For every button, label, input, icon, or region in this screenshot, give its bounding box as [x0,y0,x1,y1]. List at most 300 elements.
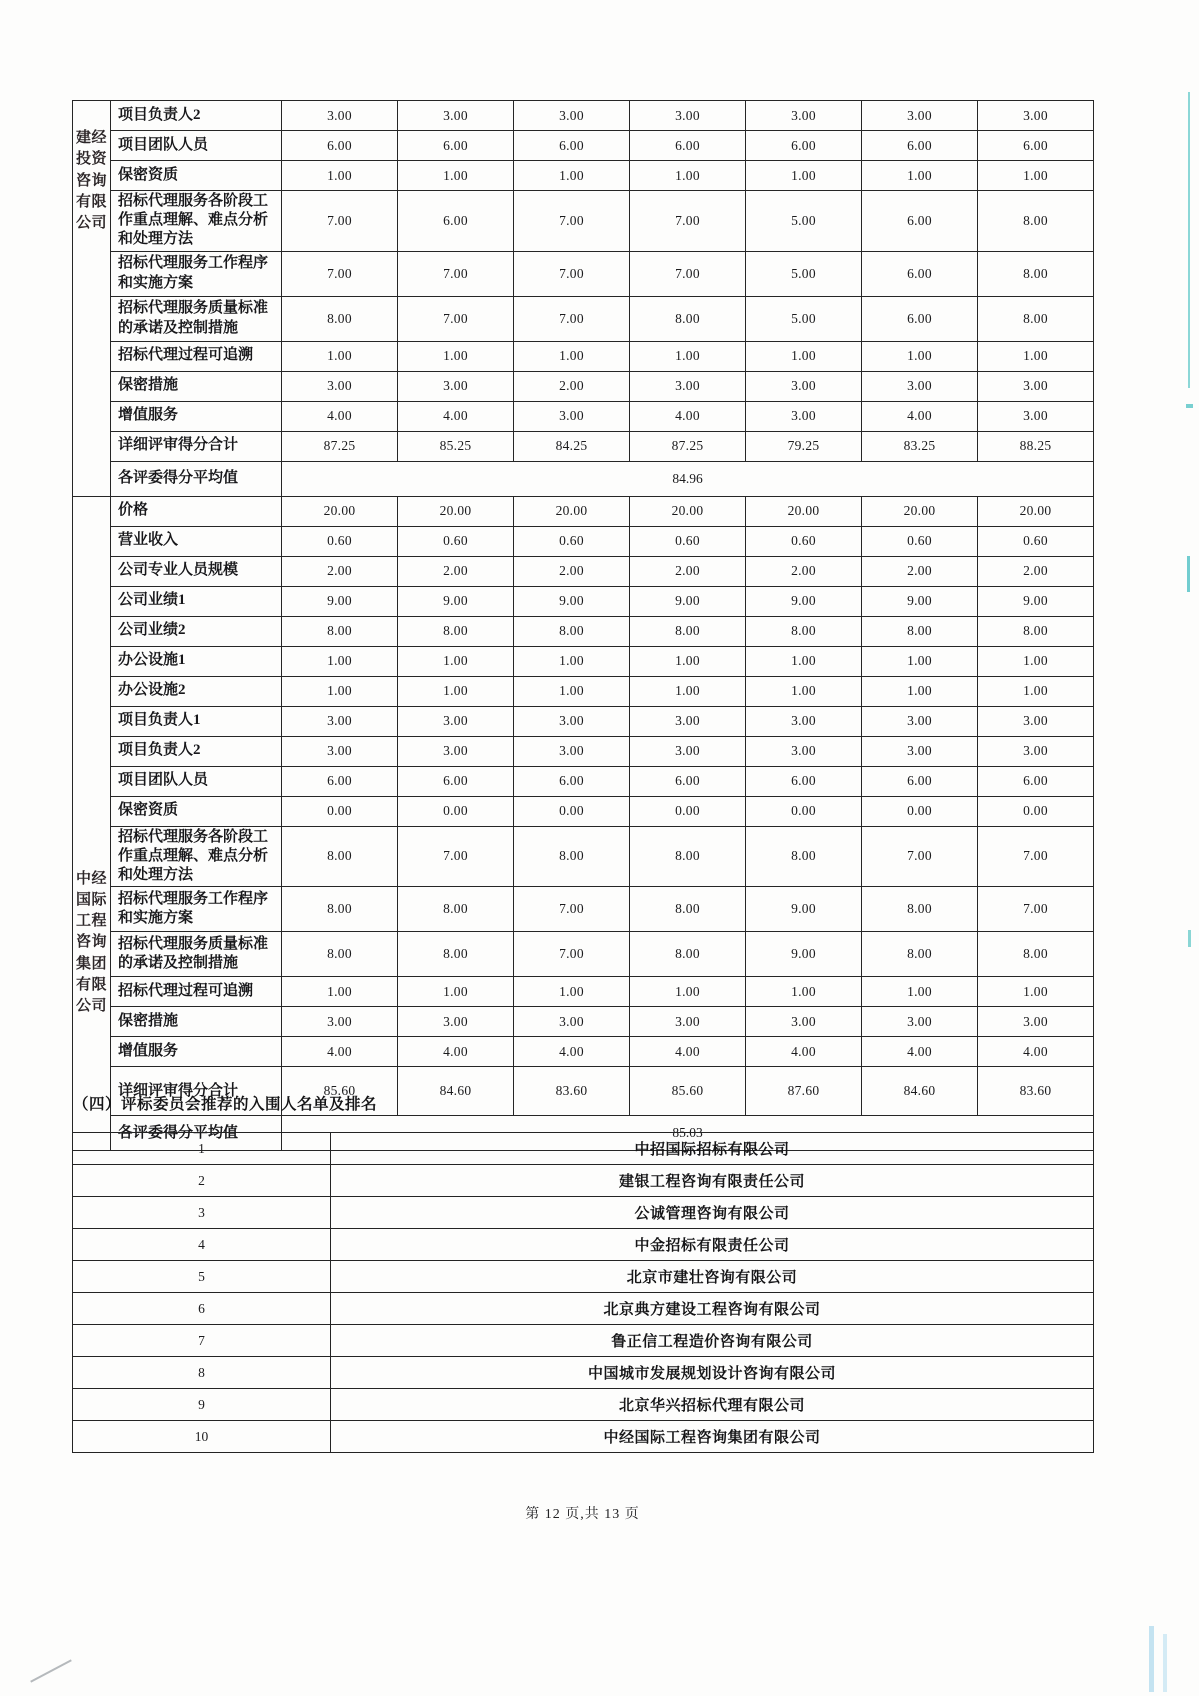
score-cell: 9.00 [630,586,746,616]
score-cell: 8.00 [282,932,398,977]
score-cell: 1.00 [398,341,514,371]
score-cell: 8.00 [978,616,1094,646]
score-cell: 3.00 [746,706,862,736]
score-cell: 0.00 [514,796,630,826]
score-cell: 1.00 [282,977,398,1007]
score-cell: 8.00 [398,887,514,932]
ranking-row [73,1133,1094,1165]
score-cell: 3.00 [746,736,862,766]
score-cell: 7.00 [630,251,746,296]
score-cell: 8.00 [398,932,514,977]
score-cell: 4.00 [282,401,398,431]
score-cell: 3.00 [514,101,630,131]
table-row [73,736,1094,766]
score-cell: 1.00 [862,646,978,676]
score-cell: 1.00 [630,977,746,1007]
rank-number: 4 [73,1229,331,1261]
score-cell: 1.00 [398,161,514,191]
score-cell: 83.25 [862,431,978,461]
table-row [73,341,1094,371]
table-row [73,556,1094,586]
score-cell: 6.00 [862,131,978,161]
score-cell: 2.00 [746,556,862,586]
score-cell: 7.00 [398,251,514,296]
table-row [73,526,1094,556]
criteria-label: 项目团队人员 [111,766,282,796]
score-cell: 1.00 [514,341,630,371]
score-cell: 6.00 [862,296,978,341]
score-cell: 9.00 [398,586,514,616]
average-row [73,461,1094,496]
score-cell: 87.25 [630,431,746,461]
score-cell: 20.00 [746,496,862,526]
score-cell: 6.00 [978,131,1094,161]
score-cell: 8.00 [282,887,398,932]
score-cell: 1.00 [630,161,746,191]
score-cell: 20.00 [282,496,398,526]
score-cell: 9.00 [746,932,862,977]
score-cell: 5.00 [746,191,862,252]
score-cell: 3.00 [978,1007,1094,1037]
table-row [73,401,1094,431]
criteria-label: 招标代理服务工作程序和实施方案 [111,251,282,296]
shortlisted-company-name: 北京市建壮咨询有限公司 [331,1261,1094,1293]
bidder-company-cell [73,101,111,497]
score-cell: 7.00 [514,296,630,341]
table-row [73,496,1094,526]
score-cell: 3.00 [398,101,514,131]
score-cell: 6.00 [398,191,514,252]
score-cell: 8.00 [746,616,862,646]
scan-artifact-teal-mark [1186,404,1193,408]
table-row [73,887,1094,932]
score-cell: 3.00 [514,706,630,736]
criteria-label: 公司专业人员规模 [111,556,282,586]
score-cell: 3.00 [514,1007,630,1037]
score-cell: 20.00 [862,496,978,526]
score-cell: 84.60 [398,1067,514,1116]
score-cell: 0.00 [862,796,978,826]
score-cell: 3.00 [282,371,398,401]
score-cell: 6.00 [630,131,746,161]
criteria-label: 招标代理服务各阶段工作重点理解、难点分析和处理方法 [111,191,282,252]
rank-number: 3 [73,1197,331,1229]
average-label: 各评委得分平均值 [111,1116,282,1151]
scan-artifact-teal-tick [1188,930,1191,947]
ranking-row [73,1357,1094,1389]
criteria-label: 办公设施2 [111,676,282,706]
bidder-company-label: 建经投资咨询有限公司 [75,130,107,232]
criteria-label: 公司业绩1 [111,586,282,616]
table-row [73,977,1094,1007]
shortlisted-company-name: 北京典方建设工程咨询有限公司 [331,1293,1094,1325]
bidder-company-label: 中经国际工程咨询集团有限公司 [75,870,107,1015]
score-cell: 8.00 [630,616,746,646]
score-cell: 9.00 [862,586,978,616]
score-cell: 0.60 [746,526,862,556]
criteria-label: 招标代理服务工作程序和实施方案 [111,887,282,932]
score-cell: 3.00 [862,1007,978,1037]
score-cell: 1.00 [746,977,862,1007]
table-row [73,431,1094,461]
score-cell: 8.00 [630,887,746,932]
score-cell: 9.00 [746,586,862,616]
table-row [73,1007,1094,1037]
section-heading: （四）评标委员会推荐的入围人名单及排名 [73,1096,378,1113]
criteria-label: 增值服务 [111,1037,282,1067]
score-cell: 85.60 [630,1067,746,1116]
table-row [73,826,1094,887]
scan-artifact-teal-tick [1187,556,1190,592]
score-cell: 1.00 [630,646,746,676]
score-cell: 20.00 [978,496,1094,526]
score-cell: 6.00 [398,131,514,161]
score-cell: 2.00 [630,556,746,586]
score-cell: 4.00 [630,1037,746,1067]
score-cell: 6.00 [514,131,630,161]
score-cell: 3.00 [862,736,978,766]
criteria-label: 招标代理服务质量标准的承诺及控制措施 [111,932,282,977]
score-cell: 8.00 [282,296,398,341]
shortlisted-company-name: 中金招标有限责任公司 [331,1229,1094,1261]
score-cell: 1.00 [978,161,1094,191]
shortlisted-company-name: 鲁正信工程造价咨询有限公司 [331,1325,1094,1357]
score-cell: 7.00 [978,887,1094,932]
score-cell: 7.00 [398,296,514,341]
score-cell: 3.00 [978,736,1094,766]
criteria-label: 项目负责人1 [111,706,282,736]
criteria-label: 招标代理服务质量标准的承诺及控制措施 [111,296,282,341]
criteria-label: 招标代理过程可追溯 [111,341,282,371]
score-cell: 8.00 [978,191,1094,252]
score-cell: 2.00 [514,556,630,586]
criteria-label: 招标代理过程可追溯 [111,977,282,1007]
score-cell: 0.00 [282,796,398,826]
score-cell: 1.00 [978,676,1094,706]
score-cell: 1.00 [514,676,630,706]
table-row [73,251,1094,296]
rank-number: 9 [73,1389,331,1421]
score-cell: 3.00 [978,371,1094,401]
score-cell: 2.00 [862,556,978,586]
score-cell: 4.00 [282,1037,398,1067]
score-cell: 1.00 [978,977,1094,1007]
score-cell: 88.25 [978,431,1094,461]
shortlisted-company-name: 公诚管理咨询有限公司 [331,1197,1094,1229]
score-cell: 3.00 [514,401,630,431]
score-cell: 3.00 [630,371,746,401]
ranking-row [73,1197,1094,1229]
score-cell: 9.00 [746,887,862,932]
criteria-label: 增值服务 [111,401,282,431]
score-cell: 8.00 [514,826,630,887]
shortlisted-company-name: 建银工程咨询有限责任公司 [331,1165,1094,1197]
score-cell: 1.00 [862,676,978,706]
shortlisted-company-name: 北京华兴招标代理有限公司 [331,1389,1094,1421]
score-cell: 1.00 [862,161,978,191]
score-cell: 9.00 [282,586,398,616]
score-cell: 6.00 [862,191,978,252]
score-cell: 1.00 [862,977,978,1007]
criteria-label: 项目负责人2 [111,101,282,131]
score-cell: 1.00 [630,676,746,706]
ranking-row [73,1389,1094,1421]
criteria-label: 招标代理服务各阶段工作重点理解、难点分析和处理方法 [111,826,282,887]
table-row [73,371,1094,401]
criteria-label: 详细评审得分合计 [111,1067,282,1116]
rank-number: 7 [73,1325,331,1357]
score-cell: 3.00 [862,706,978,736]
criteria-label: 项目团队人员 [111,131,282,161]
score-cell: 8.00 [630,296,746,341]
score-cell: 8.00 [282,616,398,646]
score-cell: 2.00 [282,556,398,586]
score-cell: 6.00 [398,766,514,796]
score-cell: 6.00 [746,131,862,161]
score-cell: 3.00 [398,706,514,736]
score-cell: 3.00 [630,736,746,766]
score-cell: 20.00 [630,496,746,526]
score-cell: 1.00 [862,341,978,371]
score-cell: 0.60 [282,526,398,556]
rank-number: 10 [73,1421,331,1453]
score-cell: 6.00 [282,131,398,161]
score-cell: 2.00 [398,556,514,586]
shortlisted-company-name: 中经国际工程咨询集团有限公司 [331,1421,1094,1453]
table-row [73,131,1094,161]
score-cell: 0.60 [978,526,1094,556]
rank-number: 8 [73,1357,331,1389]
ranking-row [73,1229,1094,1261]
score-cell: 7.00 [862,826,978,887]
score-cell: 9.00 [978,586,1094,616]
score-cell: 6.00 [862,766,978,796]
score-cell: 3.00 [978,706,1094,736]
score-cell: 4.00 [862,401,978,431]
score-cell: 1.00 [746,161,862,191]
score-cell: 3.00 [978,101,1094,131]
table-row [73,101,1094,131]
table-row [73,646,1094,676]
score-cell: 83.60 [514,1067,630,1116]
score-cell: 7.00 [630,191,746,252]
score-cell: 8.00 [630,932,746,977]
score-cell: 8.00 [978,296,1094,341]
score-cell: 9.00 [514,586,630,616]
average-value: 85.03 [282,1116,1094,1151]
score-cell: 84.60 [862,1067,978,1116]
score-cell: 6.00 [514,766,630,796]
table-row [73,1037,1094,1067]
score-cell: 1.00 [398,676,514,706]
criteria-label: 营业收入 [111,526,282,556]
scan-artifact-blue-stroke [1163,1634,1167,1692]
table-row [73,161,1094,191]
score-cell: 3.00 [630,706,746,736]
score-cell: 7.00 [978,826,1094,887]
scan-artifact-teal-line [1188,92,1190,388]
score-cell: 2.00 [978,556,1094,586]
score-cell: 8.00 [862,887,978,932]
score-cell: 6.00 [746,766,862,796]
score-cell: 1.00 [398,977,514,1007]
score-cell: 85.25 [398,431,514,461]
scan-artifact-gray-line [30,1659,72,1682]
page-number: 第 12 页,共 13 页 [525,1507,640,1522]
score-cell: 4.00 [398,1037,514,1067]
score-cell: 3.00 [630,1007,746,1037]
ranking-row [73,1165,1094,1197]
score-cell: 1.00 [282,161,398,191]
table-row [73,676,1094,706]
score-cell: 83.60 [978,1067,1094,1116]
criteria-label: 保密资质 [111,161,282,191]
score-cell: 0.60 [398,526,514,556]
score-cell: 7.00 [514,932,630,977]
criteria-label: 详细评审得分合计 [111,431,282,461]
criteria-label: 保密措施 [111,1007,282,1037]
score-cell: 8.00 [398,616,514,646]
score-cell: 87.25 [282,431,398,461]
ranking-row [73,1421,1094,1453]
criteria-label: 公司业绩2 [111,616,282,646]
ranking-row [73,1293,1094,1325]
score-cell: 3.00 [282,1007,398,1037]
score-cell: 2.00 [514,371,630,401]
score-cell: 3.00 [746,1007,862,1037]
score-cell: 6.00 [978,766,1094,796]
score-cell: 8.00 [282,826,398,887]
score-cell: 4.00 [746,1037,862,1067]
score-cell: 1.00 [746,341,862,371]
score-cell: 3.00 [746,401,862,431]
score-cell: 1.00 [282,676,398,706]
score-cell: 1.00 [514,161,630,191]
score-cell: 4.00 [630,401,746,431]
score-cell: 1.00 [630,341,746,371]
shortlisted-company-name: 中国城市发展规划设计咨询有限公司 [331,1357,1094,1389]
score-cell: 7.00 [282,191,398,252]
score-cell: 3.00 [282,706,398,736]
table-row [73,796,1094,826]
score-cell: 1.00 [746,676,862,706]
criteria-label: 项目负责人2 [111,736,282,766]
score-cell: 4.00 [862,1037,978,1067]
scan-artifact-blue-stroke [1149,1626,1154,1692]
score-cell: 3.00 [282,736,398,766]
score-cell: 7.00 [282,251,398,296]
score-cell: 3.00 [862,371,978,401]
score-cell: 4.00 [514,1037,630,1067]
table-row [73,932,1094,977]
score-cell: 3.00 [398,736,514,766]
criteria-label: 保密措施 [111,371,282,401]
score-cell: 5.00 [746,251,862,296]
score-cell: 1.00 [746,646,862,676]
score-cell: 1.00 [398,646,514,676]
score-cell: 87.60 [746,1067,862,1116]
score-cell: 5.00 [746,296,862,341]
score-cell: 6.00 [862,251,978,296]
score-cell: 7.00 [514,887,630,932]
score-cell: 1.00 [978,646,1094,676]
score-cell: 0.00 [746,796,862,826]
score-cell: 3.00 [398,1007,514,1037]
criteria-label: 保密资质 [111,796,282,826]
score-cell: 79.25 [746,431,862,461]
score-cell: 8.00 [630,826,746,887]
score-cell: 7.00 [514,191,630,252]
score-cell: 3.00 [630,101,746,131]
score-cell: 8.00 [978,932,1094,977]
score-cell: 8.00 [514,616,630,646]
score-cell: 6.00 [282,766,398,796]
score-cell: 3.00 [746,371,862,401]
shortlisted-company-name: 中招国际招标有限公司 [331,1133,1094,1165]
criteria-label: 办公设施1 [111,646,282,676]
score-cell: 0.60 [630,526,746,556]
table-row [73,766,1094,796]
score-cell: 3.00 [398,371,514,401]
score-cell: 8.00 [862,932,978,977]
ranking-row [73,1325,1094,1357]
score-cell: 3.00 [978,401,1094,431]
score-cell: 7.00 [398,826,514,887]
score-cell: 4.00 [398,401,514,431]
score-cell: 0.60 [862,526,978,556]
average-value: 84.96 [282,461,1094,496]
bidder-company-cell [73,496,111,1151]
score-cell: 7.00 [514,251,630,296]
score-cell: 20.00 [514,496,630,526]
score-cell: 1.00 [514,646,630,676]
score-cell: 1.00 [282,646,398,676]
score-cell: 3.00 [746,101,862,131]
rank-number: 2 [73,1165,331,1197]
score-cell: 3.00 [862,101,978,131]
rank-number: 5 [73,1261,331,1293]
score-cell: 8.00 [746,826,862,887]
score-cell: 4.00 [978,1037,1094,1067]
score-cell: 0.00 [630,796,746,826]
table-row [73,586,1094,616]
score-cell: 0.60 [514,526,630,556]
average-label: 各评委得分平均值 [111,461,282,496]
score-cell: 0.00 [978,796,1094,826]
score-cell: 20.00 [398,496,514,526]
score-cell: 3.00 [514,736,630,766]
score-table [72,100,1094,1151]
score-cell: 0.00 [398,796,514,826]
score-cell: 1.00 [978,341,1094,371]
table-row [73,296,1094,341]
criteria-label: 价格 [111,496,282,526]
score-cell: 1.00 [282,341,398,371]
score-cell: 8.00 [978,251,1094,296]
table-row [73,191,1094,252]
ranking-table [72,1132,1094,1453]
table-row [73,706,1094,736]
score-cell: 85.60 [282,1067,398,1116]
score-cell: 1.00 [514,977,630,1007]
table-row [73,616,1094,646]
rank-number: 1 [73,1133,331,1165]
score-cell: 84.25 [514,431,630,461]
score-cell: 6.00 [630,766,746,796]
score-cell: 3.00 [282,101,398,131]
score-cell: 8.00 [862,616,978,646]
rank-number: 6 [73,1293,331,1325]
